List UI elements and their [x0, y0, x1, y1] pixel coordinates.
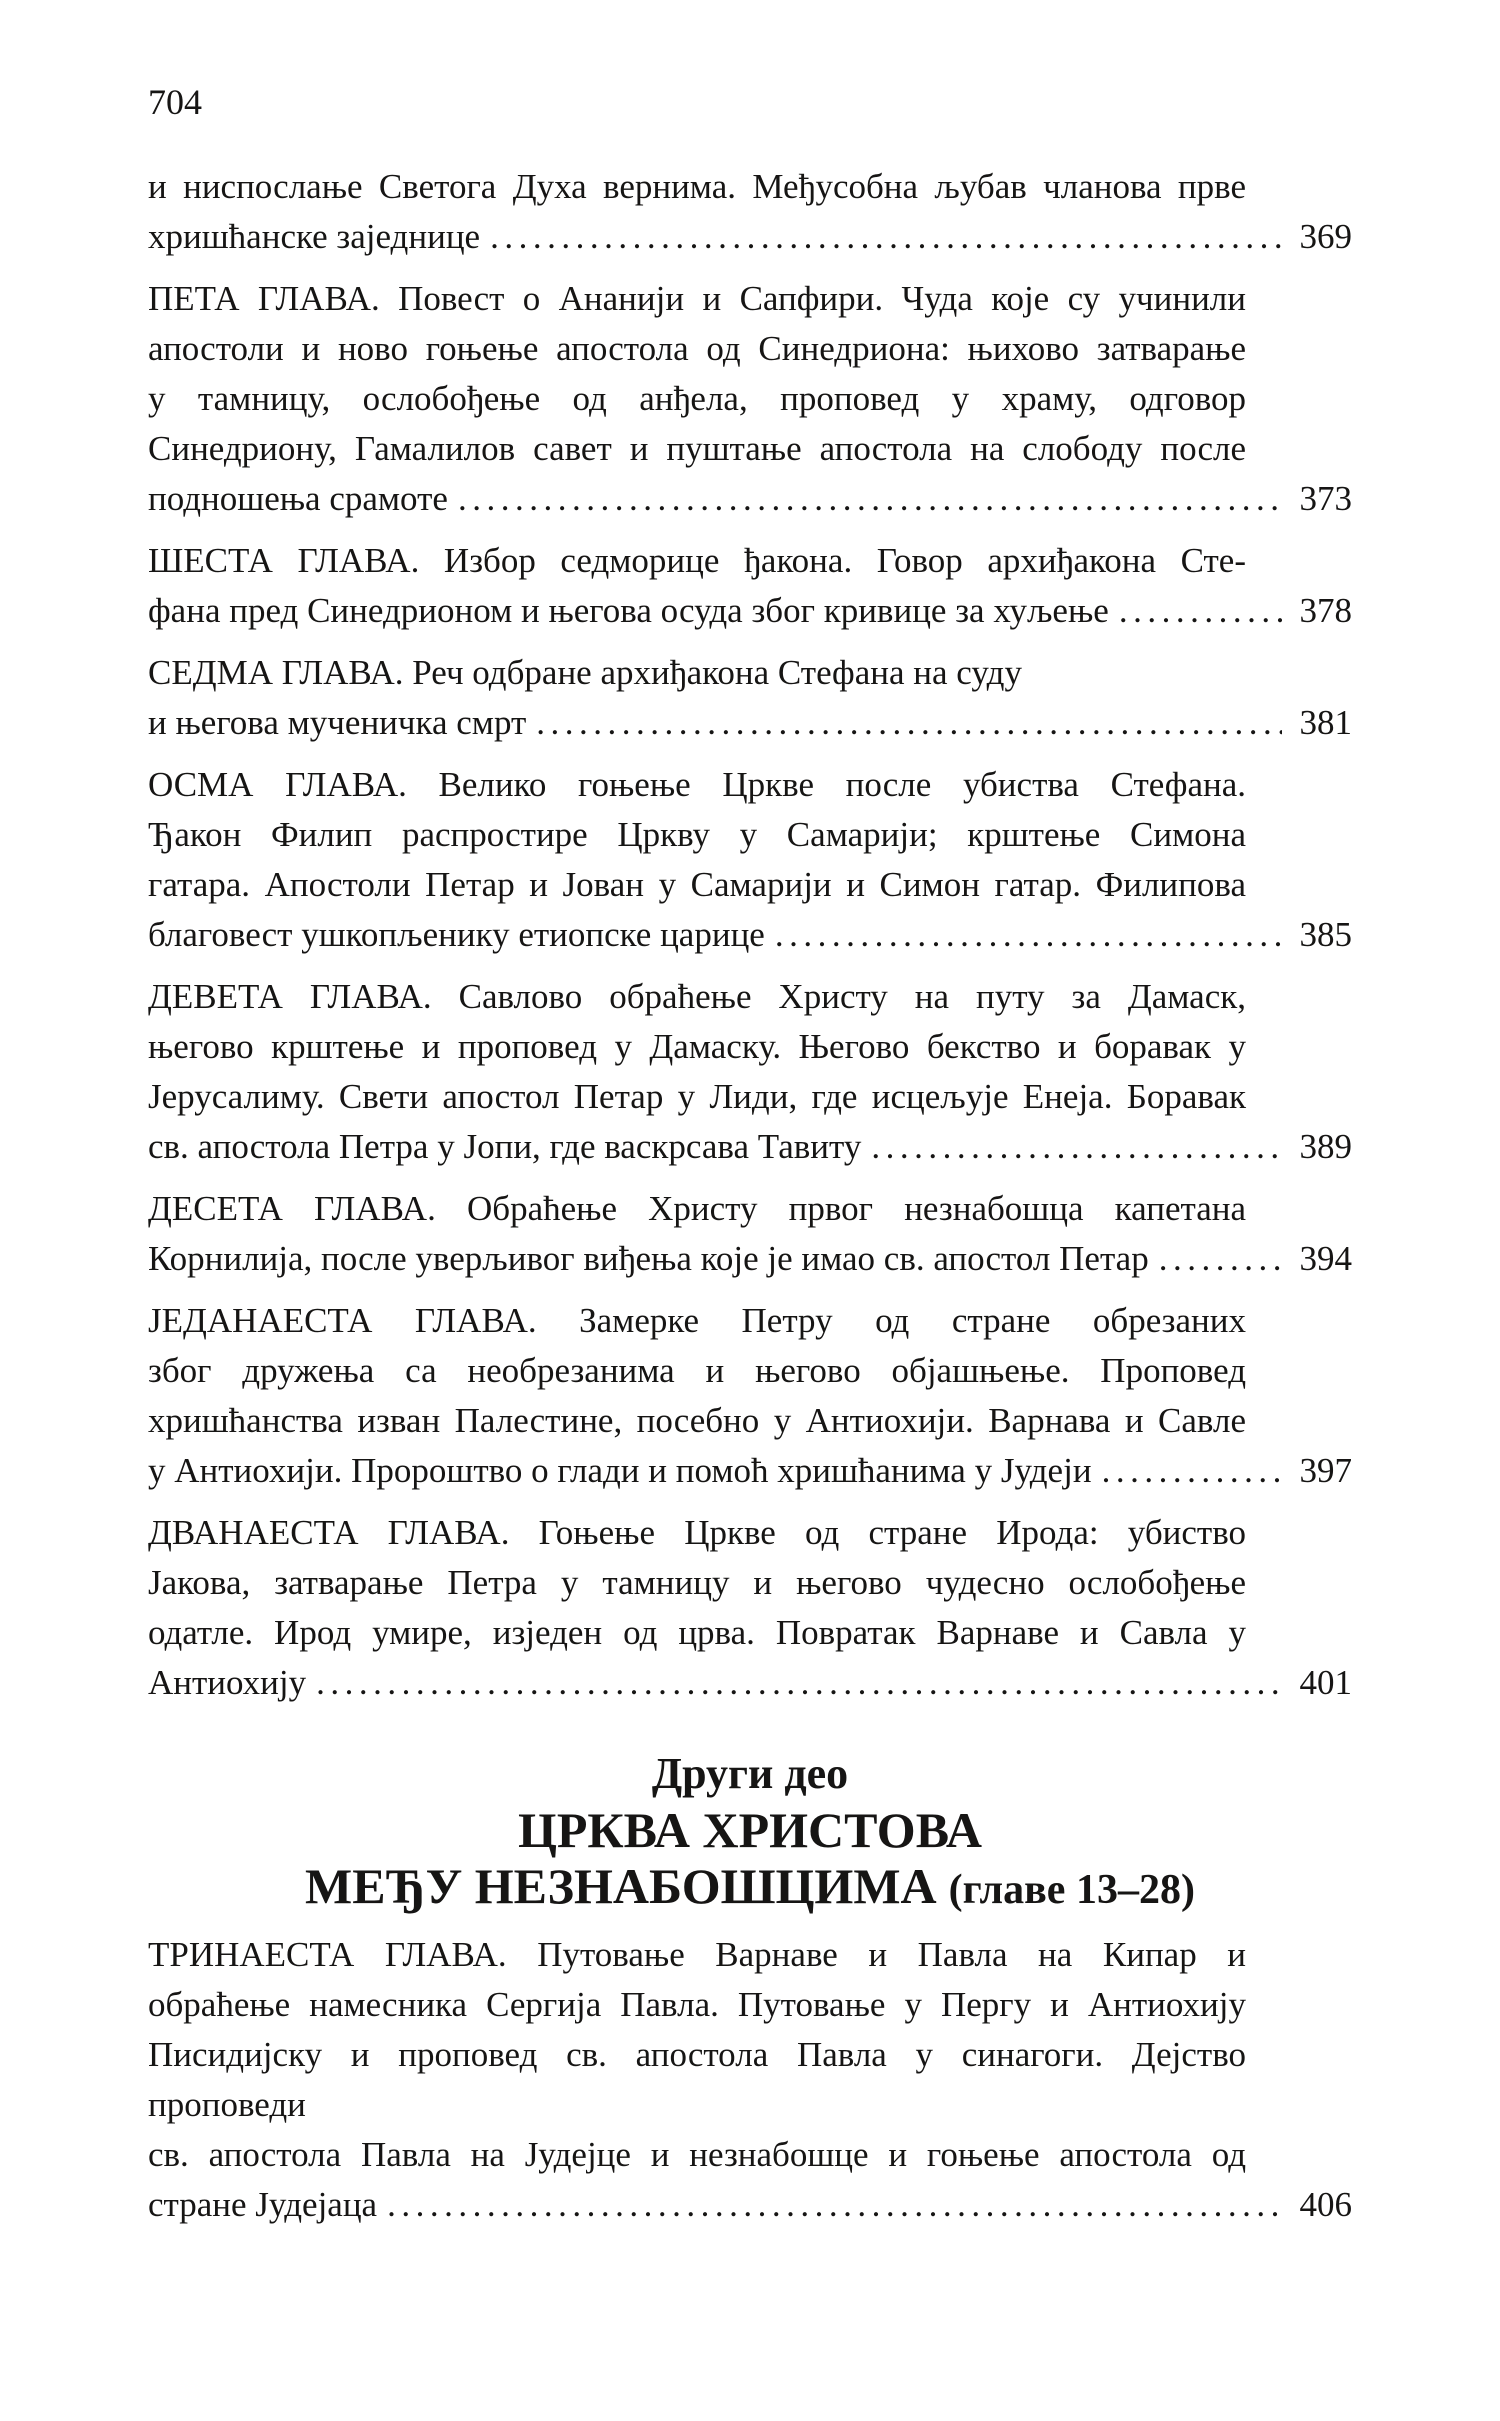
toc-last-line — [148, 212, 1352, 262]
toc-page-number: 406 — [1299, 2185, 1352, 2224]
toc-last-line — [148, 474, 1352, 524]
toc-page-number: 401 — [1299, 1663, 1352, 1702]
toc-line: Ђакон Филип распростире Цркву у Самарији; крштење Симона — [148, 815, 1246, 854]
toc-text: благовест ушкопљенику етиопске царице — [148, 915, 765, 954]
toc-text: Антиохију — [148, 1663, 307, 1702]
toc-line: и ниспослање Светога Духа вернима. Међусобна љубав чланова прве — [148, 167, 1246, 206]
toc-text: подношења срамоте — [148, 479, 448, 518]
part-heading — [0, 1746, 1500, 1918]
toc-line: гатара. Апостоли Петар и Јован у Самарији и Симон гатар. Филипова — [148, 865, 1246, 904]
toc-page-number: 394 — [1299, 1239, 1352, 1278]
toc-entry — [148, 274, 1352, 524]
toc-line: његово крштење и проповед у Дамаску. Његово бекство и боравак у — [148, 1027, 1246, 1066]
toc-line: због дружења са необрезанима и његово објашњење. Проповед — [148, 1351, 1246, 1390]
part-subtitle — [0, 1858, 1500, 1918]
toc-last-line — [148, 1446, 1352, 1496]
dot-leader — [458, 474, 1282, 524]
toc-page-number: 397 — [1299, 1451, 1352, 1490]
toc-entry — [148, 1296, 1352, 1496]
toc-line: ДВАНАЕСТА ГЛАВА. Гоњење Цркве од стране Ирода: убиство — [148, 1513, 1246, 1552]
dot-leader — [387, 2180, 1282, 2230]
toc-text: св. апостола Петра у Јопи, где васкрсава Тавиту — [148, 1127, 862, 1166]
dot-leader — [1119, 586, 1282, 636]
toc-entry — [148, 1508, 1352, 1708]
part-label: Други део — [651, 1749, 849, 1798]
dot-leader — [871, 1122, 1282, 1172]
toc-line: ТРИНАЕСТА ГЛАВА. Путовање Варнаве и Павла на Кипар и — [148, 1935, 1246, 1974]
toc-last-line — [148, 910, 1352, 960]
toc-entry — [148, 536, 1352, 636]
toc-entry — [148, 162, 1352, 262]
toc-line: ДЕВЕТА ГЛАВА. Савлово обраћење Христу на путу за Дамаск, — [148, 977, 1246, 1016]
toc-entry — [148, 760, 1352, 960]
dot-leader — [316, 1658, 1282, 1708]
part-subtitle-main: МЕЂУ НЕЗНАБОШЦИМА — [305, 1858, 937, 1914]
toc-line: одатле. Ирод умире, изједен од црва. Повратак Варнаве и Савла у — [148, 1613, 1246, 1652]
toc-entry — [148, 1930, 1352, 2230]
dot-leader — [536, 698, 1282, 748]
toc-line: ОСМА ГЛАВА. Велико гоњење Цркве после убиства Стефана. — [148, 765, 1246, 804]
toc-text: и његова мученичка смрт — [148, 703, 527, 742]
toc-entries-part1 — [148, 162, 1352, 1708]
toc-line: ЈЕДАНАЕСТА ГЛАВА. Замерке Петру од стране обрезаних — [148, 1301, 1246, 1340]
toc-entry — [148, 648, 1352, 748]
toc-last-line — [148, 698, 1352, 748]
toc-line: апостоли и ново гоњење апостола од Синедриона: њихово затварање — [148, 329, 1246, 368]
toc-line: ДЕСЕТА ГЛАВА. Обраћење Христу првог незнабошца капетана — [148, 1189, 1246, 1228]
toc-page-number: 385 — [1299, 915, 1352, 954]
folio-page-number: 704 — [148, 82, 202, 122]
toc-page-number: 389 — [1299, 1127, 1352, 1166]
toc-page-number: 381 — [1299, 703, 1352, 742]
dot-leader — [490, 212, 1282, 262]
toc-last-line — [148, 1658, 1352, 1708]
toc-line: ПЕТА ГЛАВА. Повест о Ананији и Сапфири. Чуда које су учинили — [148, 279, 1246, 318]
toc-line: Јакова, затварање Петра у тамницу и његово чудесно ослобођење — [148, 1563, 1246, 1602]
toc-line: Јерусалиму. Свети апостол Петар у Лиди, где исцељује Енеја. Боравак — [148, 1077, 1246, 1116]
toc-line: у тамницу, ослобођење од анђела, проповед у храму, одговор — [148, 379, 1246, 418]
dot-leader — [775, 910, 1282, 960]
dot-leader — [1102, 1446, 1282, 1496]
part-subtitle-note: (главе 13–28) — [948, 1867, 1195, 1913]
toc-page-number: 373 — [1299, 479, 1352, 518]
toc-line: св. апостола Павла на Јудејце и незнабошце и гоњење апостола од — [148, 2135, 1246, 2174]
toc-line: Писидијску и проповед св. апостола Павла у синагоги. Дејство проповеди — [148, 2035, 1246, 2124]
toc-line: СЕДМА ГЛАВА. Реч одбране архиђакона Стефана на суду — [148, 653, 1022, 692]
toc-last-line — [148, 586, 1352, 636]
dot-leader — [1159, 1234, 1282, 1284]
toc-text: стране Јудејаца — [148, 2185, 378, 2224]
toc-text: Корнилија, после уверљивог виђења које је имао св. апостол Петар — [148, 1239, 1149, 1278]
toc-text: фана пред Синедрионом и његова осуда због кривице за хуљење — [148, 591, 1109, 630]
toc-last-line — [148, 1234, 1352, 1284]
toc-line: обраћење намесника Сергија Павла. Путовање у Пергу и Антиохију — [148, 1985, 1246, 2024]
toc-entry — [148, 1184, 1352, 1284]
toc-line: хришћанства изван Палестине, посебно у Антиохији. Варнава и Савле — [148, 1401, 1246, 1440]
toc-entry — [148, 972, 1352, 1172]
toc-text: хришћанске заједнице — [148, 217, 481, 256]
toc-page-number: 378 — [1299, 591, 1352, 630]
toc-line: ШЕСТА ГЛАВА. Избор седморице ђакона. Говор архиђакона Сте- — [148, 541, 1246, 580]
toc-page-number: 369 — [1299, 217, 1352, 256]
part-title: ЦРКВА ХРИСТОВА — [517, 1802, 983, 1858]
toc-line: Синедриону, Гамалилов савет и пуштање апостола на слободу после — [148, 429, 1246, 468]
toc-text: у Антиохији. Пророштво о глади и помоћ хришћанима у Јудеји — [148, 1451, 1092, 1490]
toc-last-line — [148, 1122, 1352, 1172]
toc-last-line — [148, 2180, 1352, 2230]
toc-entries-part2 — [148, 1930, 1352, 2230]
